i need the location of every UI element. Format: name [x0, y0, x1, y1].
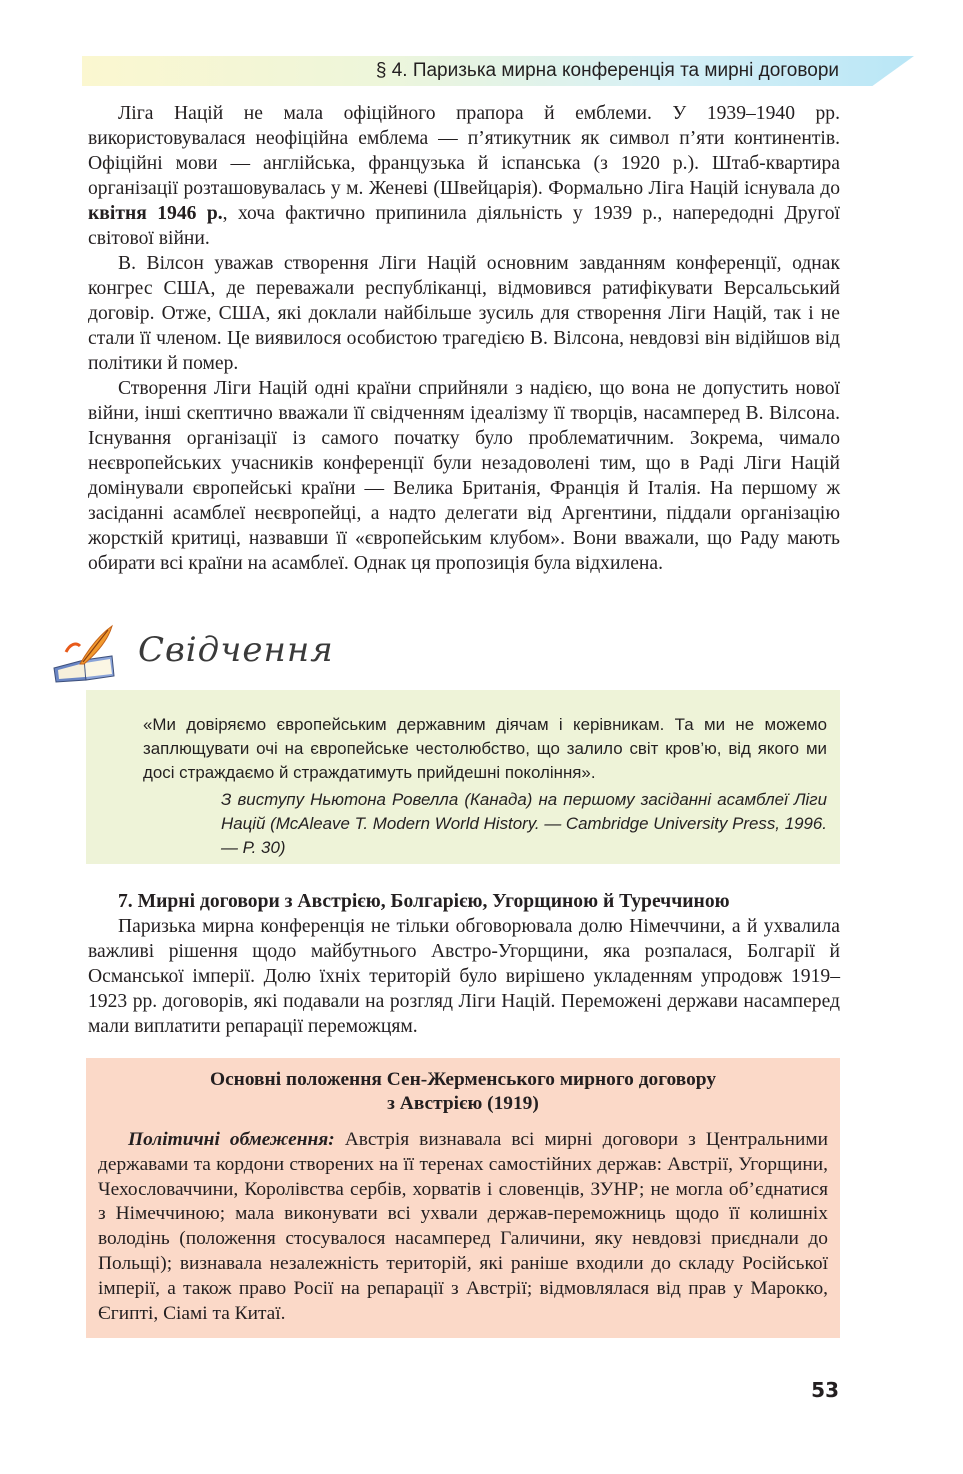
evidence-source: З виступу Ньютона Ровелла (Канада) на першому засіданні асамблеї Ліги Націй (McAleave T. Modern World History. — Cambridge University Press, 1996. — P. 30) [221, 790, 827, 857]
document-box-title [86, 1068, 840, 1116]
document-box-title-line-1: Основні положення Сен-Жерменського мирного договору [209, 1069, 717, 1090]
paragraph-1-bold-date: квітня 1946 р. [88, 203, 223, 224]
paragraph-2: В. Вілсон уважав створення Ліги Націй основним завданням конференції, однак конгрес США, де переважали республіканці, відмовився ратифікувати Версальський договір. Отже, США, які доклали найбільше зусиль для створення Ліги Націй, так і не стали її членом. Це виявилося особистою трагедією В. Вілсона, невдовзі він відійшов від політики й помер. [88, 253, 840, 374]
quill-book-icon [50, 624, 122, 684]
evidence-quote: «Ми довіряємо європейським державним діячам і керівникам. Та ми не можемо заплющувати очі на європейське честолюбство, що залило світ кров’ю, від якого ми досі страждаємо й страждатимуть прийдешні покоління». [143, 715, 827, 782]
paragraph-3: Створення Ліги Націй одні країни сприйняли з надією, що вона не допустить нової війни, інші скептично вважали її свідченням ідеалізму її творців, насамперед В. Вілсона. Існування організації із самого початку було проблематичним. Зокрема, чимало неєвропейських учасників конференції були незадоволені тим, що в Раді Ліги Націй домінували європейські країни — Велика Британія, Франція й Італія. На першому ж засіданні асамблеї неєвропейці, а надто делегати від Аргентини, піддали організацію жорсткій критиці, назвавши її «європейським клубом». Вони вважали, що Раду мають обирати всі країни на асамблеї. Однак ця пропозиція була відхилена. [88, 378, 840, 574]
document-box-title-line-2: з Австрією (1919) [387, 1093, 539, 1114]
page-number: 53 [811, 1378, 839, 1402]
evidence-heading: Свідчення [138, 630, 334, 670]
paragraph-1-text: Ліга Націй не мала офіційного прапора й емблеми. У 1939–1940 рр. використовувалася неофіційна емблема — п’ятикутник як символ п’яти континентів. Офіційні мови — англійська, французька й іспанська (з 1920 р.). Штаб-квартира організації розташовувалась у м. Женеві (Швейцарія). Формально Ліга Націй існувала до [88, 103, 840, 199]
section-7 [88, 889, 840, 1039]
section-7-paragraph: Паризька мирна конференція не тільки обговорювала долю Німеччини, а й ухвалила важливі рішення щодо майбутнього Австро-Угорщини, яка розпалася, Болгарії й Османської імперії. Долю їхніх територій було вирішено укладенням упродовж 1919–1923 рр. договорів, які подавали на розгляд Ліги Націй. Переможені держави насамперед мали виплатити репарації переможцям. [88, 916, 840, 1037]
document-box-lead: Політичні обмеження: [128, 1129, 335, 1150]
document-box-body: Австрія визнавала всі мирні договори з Центральними державами та кордони створених на її теренах самостійних держав: Австрії, Угорщини, Чехословаччини, Королівства сербів, хорватів і словенців, ЗУНР; не могла об’єднатися з Німеччиною; мала виконувати всі ухвали держав-переможниць щодо її колишніх володінь (положення стосувалося насамперед Галичини, яку невдовзі приєднали до Польщі); визнавала незалежність територій, які раніше входили до складу Російської імперії, а також право Росії на репарації з Австрії; відмовлялася від прав у Марокко, Єгипті, Сіамі та Китаї. [98, 1129, 828, 1324]
document-box-text [98, 1128, 828, 1326]
paragraph-1 [88, 101, 840, 251]
paragraph-1-text-end: , хоча фактично припинила діяльність у 1939 р., напередодні Другої світової війни. [88, 203, 840, 249]
section-7-heading: 7. Мирні договори з Австрією, Болгарією, Угорщиною й Туреччиною [118, 891, 730, 912]
body-paragraphs [88, 101, 840, 576]
page-header-title: § 4. Паризька мирна конференція та мирні договори [375, 60, 839, 81]
